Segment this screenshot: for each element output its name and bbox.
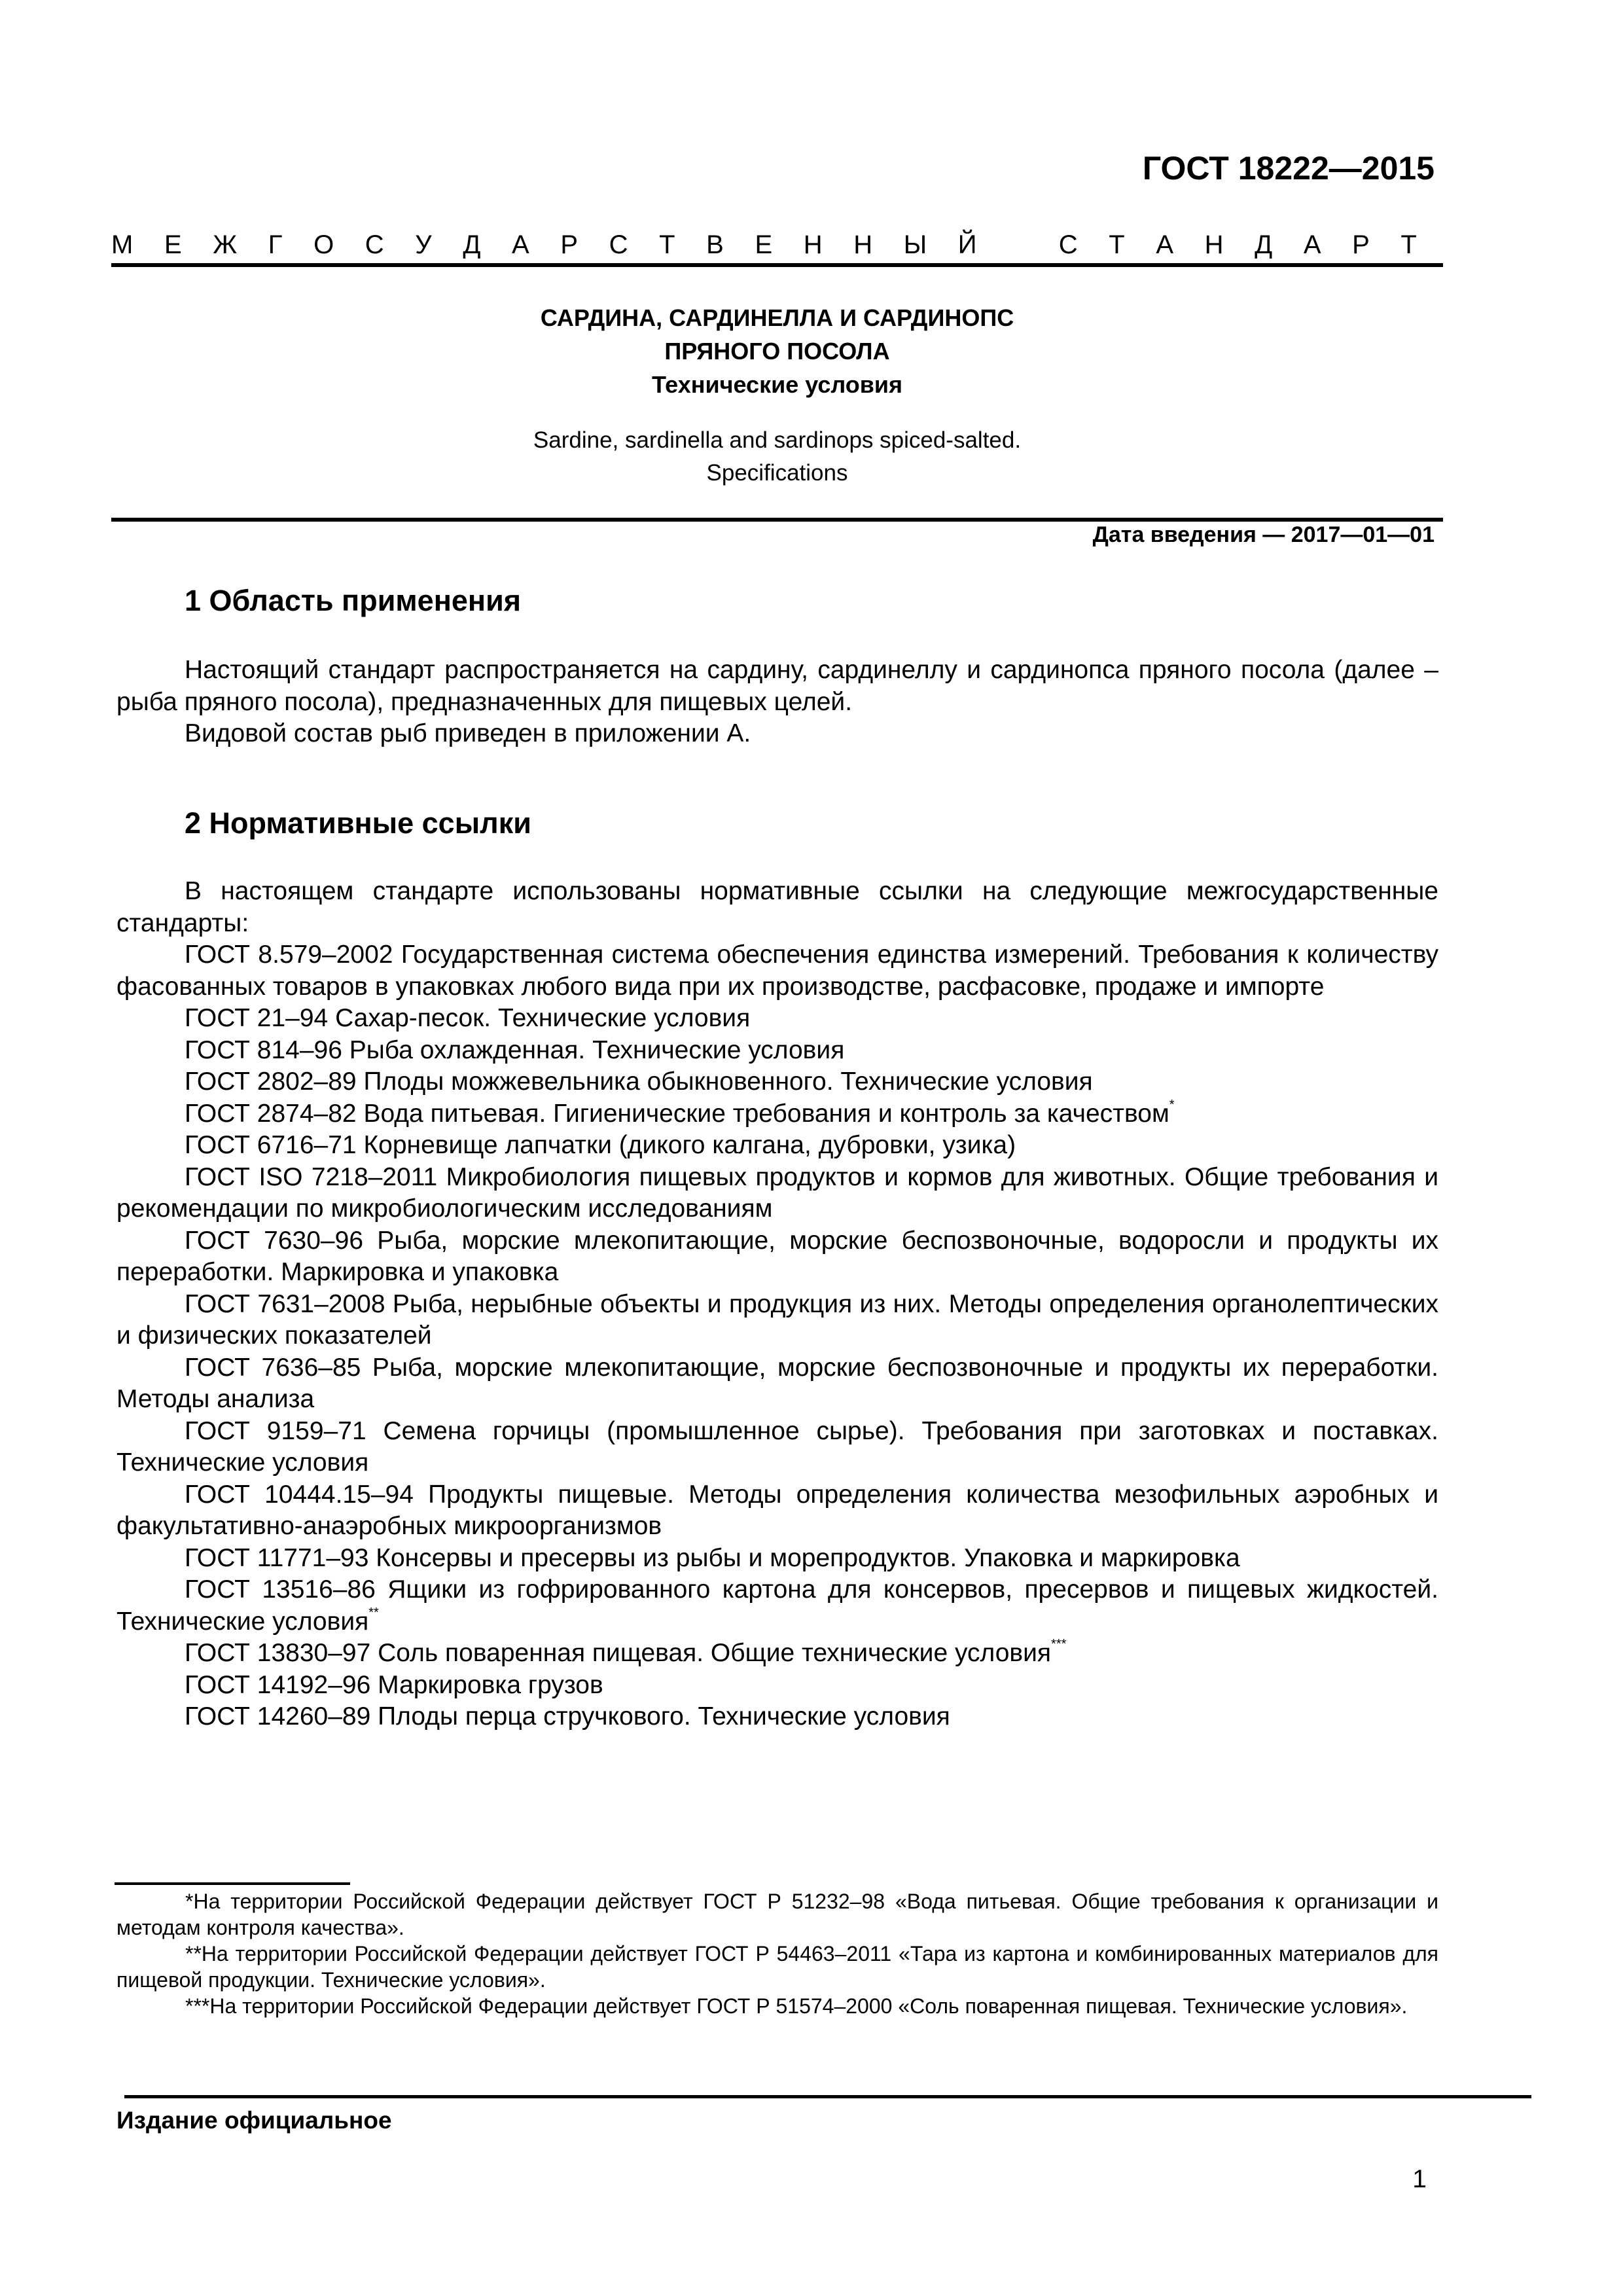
reference-text: ГОСТ 13830–97 Соль поваренная пищевая. Общие технические условия xyxy=(185,1639,1052,1667)
banner-letter: Н xyxy=(853,230,873,259)
section-2-body xyxy=(116,876,1438,1733)
reference-item xyxy=(116,1416,1438,1479)
section-1-paragraph: Видовой состав рыб приведен в приложении А. xyxy=(185,719,751,747)
section-1-body xyxy=(116,655,1438,750)
banner-letter: О xyxy=(313,230,334,259)
section-1-heading: 1 Область применения xyxy=(185,584,522,617)
banner-letter: Т xyxy=(1109,230,1125,259)
reference-item xyxy=(116,1098,1438,1130)
banner-letter: Р xyxy=(560,230,579,259)
footnote: **На территории Российской Федерации действует ГОСТ Р 54463–2011 «Тара из картона и комбинированных материалов для пищевой продукции. Технические условия». xyxy=(116,1942,1438,1992)
banner-letter: Т xyxy=(1400,230,1417,259)
reference-text: ГОСТ 7636–85 Рыба, морские млекопитающие, морские беспозвоночные и продукты их переработки. Методы анализа xyxy=(116,1353,1438,1413)
banner-letter: Й xyxy=(957,230,977,259)
footnotes xyxy=(116,1888,1438,2019)
title-line-2: ПРЯНОГО ПОСОЛА xyxy=(664,338,890,365)
title-line-3: Технические условия xyxy=(651,371,903,398)
reference-item xyxy=(116,1543,1438,1575)
banner-letter: Ы xyxy=(903,230,927,259)
reference-text: ГОСТ 7630–96 Рыба, морские млекопитающие, морские беспозвоночные, водоросли и продукты их переработки. Маркировка и упаковка xyxy=(116,1226,1438,1286)
reference-text: ГОСТ 14192–96 Маркировка грузов xyxy=(185,1670,603,1699)
normative-references-list xyxy=(116,939,1438,1733)
section-1-paragraph: Настоящий стандарт распространяется на сардину, сардинеллу и сардинопса пряного посола (далее – рыба пряного посола), предназначенных для пищевых целей. xyxy=(116,656,1438,716)
title-en-line-2: Specifications xyxy=(706,460,848,486)
footnote: ***На территории Российской Федерации действует ГОСТ Р 51574–2000 «Соль поваренная пищевая. Технические условия». xyxy=(185,1994,1408,2018)
section-2-heading: 2 Нормативные ссылки xyxy=(185,806,531,840)
title-rule xyxy=(111,518,1443,522)
reference-item xyxy=(116,1289,1438,1352)
banner-letter: А xyxy=(1303,230,1321,259)
footnote: *На территории Российской Федерации действует ГОСТ Р 51232–98 «Вода питьевая. Общие требования к организации и методам контроля качества». xyxy=(116,1890,1438,1939)
footnote-marker: ** xyxy=(368,1605,379,1620)
reference-item xyxy=(116,1479,1438,1543)
banner-letter: М xyxy=(111,230,134,259)
reference-text: ГОСТ 11771–93 Консервы и пресервы из рыбы и морепродуктов. Упаковка и маркировка xyxy=(185,1543,1240,1572)
footnote-rule xyxy=(115,1882,350,1885)
reference-text: ГОСТ 8.579–2002 Государственная система обеспечения единства измерений. Требования к количеству фасованных товаров в упаковках любого вида при их производстве, расфасовке, продаже и импорте xyxy=(116,941,1438,1001)
reference-item xyxy=(116,939,1438,1003)
reference-item xyxy=(116,1225,1438,1289)
header-rule xyxy=(111,263,1443,267)
introduction-date: Дата введения — 2017—01—01 xyxy=(1092,522,1435,547)
document-title-english xyxy=(111,424,1443,490)
standard-number: ГОСТ 18222—2015 xyxy=(1142,150,1435,187)
interstate-standard-banner xyxy=(111,230,1417,260)
reference-text: ГОСТ 6716–71 Корневище лапчатки (дикого калгана, дубровки, узика) xyxy=(185,1131,1016,1159)
reference-item xyxy=(116,1638,1438,1670)
reference-item xyxy=(116,1352,1438,1416)
banner-letter: Д xyxy=(1255,230,1273,259)
banner-letter: Е xyxy=(755,230,773,259)
banner-letter: У xyxy=(415,230,432,259)
banner-letter: Р xyxy=(1352,230,1370,259)
document-title xyxy=(111,301,1443,401)
reference-text: ГОСТ 9159–71 Семена горчицы (промышленное сырье). Требования при заготовках и поставках. Технические условия xyxy=(116,1416,1438,1477)
reference-item xyxy=(116,1574,1438,1638)
reference-text: ГОСТ 2802–89 Плоды можжевельника обыкновенного. Технические условия xyxy=(185,1067,1093,1096)
reference-text: ГОСТ 21–94 Сахар-песок. Технические условия xyxy=(185,1004,751,1032)
footer-rule xyxy=(124,2095,1531,2098)
section-2-intro: В настоящем стандарте использованы нормативные ссылки на следующие межгосударственные стандарты: xyxy=(116,877,1438,937)
reference-text: ГОСТ 7631–2008 Рыба, нерыбные объекты и продукция из них. Методы определения органолептических и физических показателей xyxy=(116,1289,1438,1350)
footnote-marker: * xyxy=(1169,1097,1175,1112)
reference-text: ГОСТ 13516–86 Ящики из гофрированного картона для консервов, пресервов и пищевых жидкостей. Технические условия xyxy=(116,1575,1438,1636)
banner-gap xyxy=(1008,230,1027,260)
banner-letter: Н xyxy=(803,230,823,259)
banner-letter: Е xyxy=(164,230,182,259)
page-number: 1 xyxy=(1412,2165,1427,2193)
reference-item xyxy=(116,1162,1438,1225)
reference-item xyxy=(116,1701,1438,1733)
reference-item xyxy=(116,1066,1438,1098)
reference-text: ГОСТ 2874–82 Вода питьевая. Гигиенические требования и контроль за качеством xyxy=(185,1099,1169,1128)
banner-letter: С xyxy=(365,230,384,259)
banner-letter: С xyxy=(609,230,628,259)
reference-item xyxy=(116,1130,1438,1162)
banner-letter: В xyxy=(706,230,724,259)
reference-text: ГОСТ ISO 7218–2011 Микробиология пищевых продуктов и кормов для животных. Общие требования и рекомендации по микробиологическим исследованиям xyxy=(116,1162,1438,1223)
banner-letter: А xyxy=(512,230,529,259)
banner-letter: Г xyxy=(268,230,283,259)
banner-letter: Н xyxy=(1204,230,1224,259)
reference-text: ГОСТ 10444.15–94 Продукты пищевые. Методы определения количества мезофильных аэробных и факультативно-анаэробных микроорганизмов xyxy=(116,1480,1438,1540)
banner-letter: Т xyxy=(659,230,675,259)
title-en-line-1: Sardine, sardinella and sardinops spiced-salted. xyxy=(533,427,1022,453)
reference-item xyxy=(116,1670,1438,1702)
banner-letter: Д xyxy=(463,230,481,259)
footnote-marker: *** xyxy=(1051,1637,1067,1651)
reference-text: ГОСТ 814–96 Рыба охлажденная. Технические условия xyxy=(185,1035,845,1064)
edition-label: Издание официальное xyxy=(116,2107,392,2134)
banner-letter: С xyxy=(1058,230,1078,259)
title-line-1: САРДИНА, САРДИНЕЛЛА И САРДИНОПС xyxy=(540,304,1014,331)
banner-letter: А xyxy=(1156,230,1173,259)
reference-item xyxy=(116,1035,1438,1067)
banner-letter: Ж xyxy=(213,230,238,259)
reference-text: ГОСТ 14260–89 Плоды перца стручкового. Технические условия xyxy=(185,1702,950,1731)
reference-item xyxy=(116,1003,1438,1035)
